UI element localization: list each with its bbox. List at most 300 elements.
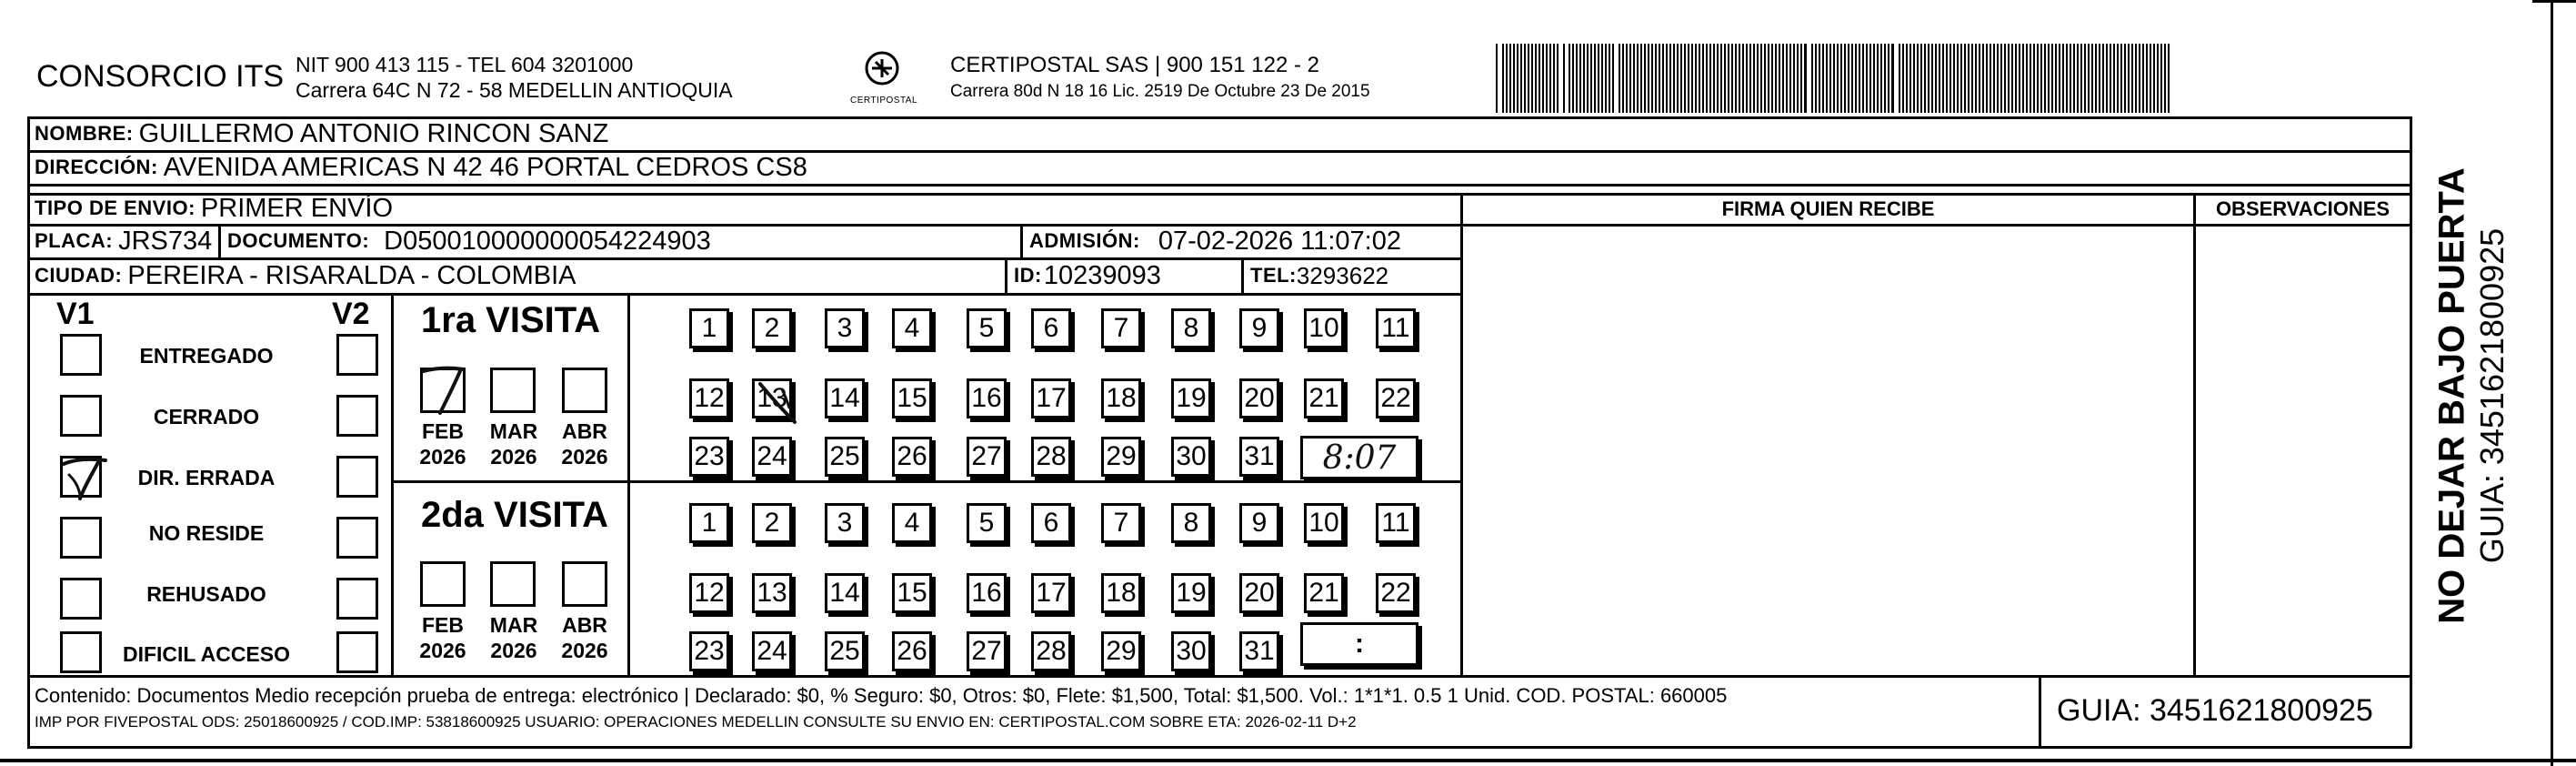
barcode-bar	[1913, 44, 1915, 113]
visit-1-day-box[interactable]	[1304, 308, 1344, 348]
logo-caption: CERTIPOSTAL	[850, 96, 918, 106]
day-number: 8	[1183, 313, 1199, 343]
barcode-bar	[2131, 44, 2133, 113]
barcode-bar	[1953, 44, 1955, 113]
footer-guia: GUIA: 3451621800925	[2057, 693, 2373, 728]
barcode-bar	[1986, 44, 1988, 113]
day-number: 2	[764, 508, 780, 538]
barcode-bar	[1768, 44, 1769, 113]
day-number: 13	[757, 383, 787, 413]
visit-1-day-box[interactable]	[1239, 378, 1279, 418]
visit-1-time-box[interactable]	[1300, 436, 1418, 479]
visit-2-month-abr-box[interactable]	[562, 561, 607, 607]
day-number: 3	[837, 508, 853, 538]
day-number: 26	[897, 636, 927, 666]
day-number: 19	[1176, 383, 1207, 413]
visit-1-day-box[interactable]	[892, 437, 932, 477]
day-number: 11	[1381, 508, 1410, 538]
day-number: 18	[1106, 383, 1137, 413]
day-number: 25	[829, 441, 860, 471]
day-number: 2	[764, 313, 780, 343]
barcode-bar	[1746, 44, 1748, 113]
barcode-bar	[1520, 44, 1522, 113]
visit-2-day-box[interactable]	[1376, 573, 1416, 613]
barcode-bar	[1724, 44, 1726, 113]
barcode-bar	[2000, 44, 2002, 113]
barcode-bar	[1517, 44, 1519, 113]
barcode-bar	[2168, 44, 2170, 113]
barcode-bar	[1644, 44, 1646, 113]
visit-2-day-box[interactable]	[967, 503, 1007, 543]
day-number: 27	[971, 441, 1002, 471]
barcode-bar	[1935, 44, 1937, 113]
day-number: 1	[701, 508, 717, 538]
visit-2-day-box[interactable]	[1031, 631, 1071, 671]
visit-2-day-box[interactable]	[1239, 573, 1279, 613]
visit-2-day-box[interactable]	[1031, 573, 1071, 613]
nombre-value: GUILLERMO ANTONIO RINCON SANZ	[138, 118, 609, 148]
visit-1-handwritten-time: 8:07	[1322, 438, 1397, 477]
company-address: Carrera 64C N 72 - 58 MEDELLIN ANTIOQUIA	[296, 78, 733, 102]
barcode-bar	[1629, 44, 1631, 113]
barcode-bar	[1859, 44, 1860, 113]
visit-1-day-box[interactable]	[1101, 378, 1141, 418]
day-number: 1	[701, 313, 717, 343]
visit-1-day-box[interactable]	[892, 308, 932, 348]
barcode-bar	[1680, 44, 1682, 113]
day-number: 25	[829, 636, 860, 666]
visit-1-day-box[interactable]	[825, 308, 865, 348]
barcode-bar	[1909, 44, 1911, 113]
day-number: 10	[1308, 313, 1339, 343]
visit-1-day-box[interactable]	[892, 378, 932, 418]
day-number: 29	[1106, 441, 1137, 471]
barcode-bar	[1880, 44, 1882, 113]
contenido-line: Contenido: Documentos Medio recepción prueba de entrega: electrónico | Declarado: $0, % Seguro: $0, Otros: $0, Flete: $1,500, Total: $1,500. Vol.: 1*1*1. 0.5 1 Unid. COD. POSTAL: 660005	[35, 684, 1728, 707]
status-entregado: ENTREGADO	[139, 344, 274, 368]
v2-checkbox-entregado[interactable]	[336, 334, 378, 376]
visit-2-day-box[interactable]	[689, 573, 729, 613]
barcode-bar	[1619, 44, 1620, 113]
barcode-bar	[1797, 44, 1799, 113]
imp-line: IMP POR FIVEPOSTAL ODS: 25018600925 / COD.IMP: 53818600925 USUARIO: OPERACIONES MEDELLIN CONSULTE SU ENVIO EN: CERTIPOSTAL.COM SOBRE ETA: 2026-02-11 D+2	[35, 713, 1357, 731]
documento-field	[227, 225, 711, 257]
admision-field	[1029, 225, 1401, 257]
ciudad-field	[35, 259, 576, 292]
visit-2-day-box[interactable]	[752, 631, 792, 671]
barcode-bar	[1997, 44, 1999, 113]
barcode-bar	[1598, 44, 1599, 113]
barcode-bar	[1804, 44, 1807, 113]
barcode-bar	[2164, 44, 2166, 113]
tipo-envio-label: TIPO DE ENVIO:	[35, 197, 195, 219]
tel-label: TEL:	[1250, 264, 1297, 287]
tipo-envio-row	[35, 192, 393, 225]
visit-1-day-box[interactable]	[752, 308, 792, 348]
barcode-bar	[1917, 44, 1919, 113]
v2-checkbox-cerrado[interactable]	[336, 395, 378, 437]
barcode-bar	[1793, 44, 1795, 113]
barcode-bar	[1609, 44, 1610, 113]
visit-2-day-box[interactable]	[892, 573, 932, 613]
day-number: 7	[1113, 313, 1129, 343]
visit-2-day-box[interactable]	[1376, 503, 1416, 543]
barcode-bar	[1655, 44, 1657, 113]
barcode-bar	[1739, 44, 1740, 113]
day-number: 9	[1251, 508, 1268, 538]
barcode-bar	[2059, 44, 2060, 113]
direccion-value: AVENIDA AMERICAS N 42 46 PORTAL CEDROS CS8	[163, 152, 807, 182]
visit-1-day-box[interactable]	[967, 437, 1007, 477]
barcode-bar	[1819, 44, 1820, 113]
visit-1-day-box[interactable]	[1031, 378, 1071, 418]
visit-2-day-box[interactable]	[1304, 503, 1344, 543]
barcode-bar	[1662, 44, 1664, 113]
visit-2-day-box[interactable]	[689, 503, 729, 543]
barcode-bar	[1815, 44, 1817, 113]
visit-1-day-box[interactable]	[1031, 308, 1071, 348]
barcode-bar	[2004, 44, 2006, 113]
barcode-bar	[1786, 44, 1788, 113]
visit-1-day-box[interactable]	[1376, 378, 1416, 418]
day-number: 7	[1113, 508, 1129, 538]
barcode-bar	[1506, 44, 1508, 113]
visit-2-day-box[interactable]	[1101, 503, 1141, 543]
barcode-bar	[2135, 44, 2137, 113]
barcode-bar	[1702, 44, 1704, 113]
day-number: 23	[694, 636, 725, 666]
barcode-bar	[1633, 44, 1635, 113]
barcode-bar	[2095, 44, 2097, 113]
barcode-bar	[1822, 44, 1824, 113]
placa-value: JRS734	[118, 226, 213, 256]
day-number: 22	[1380, 383, 1411, 413]
barcode-bar	[1742, 44, 1744, 113]
barcode-bar	[1855, 44, 1857, 113]
barcode	[1496, 44, 2173, 113]
barcode-bar	[1553, 44, 1555, 113]
barcode-bar	[2157, 44, 2159, 113]
barcode-bar	[1713, 44, 1715, 113]
v1-label: V1	[56, 297, 95, 331]
barcode-bar	[1546, 44, 1548, 113]
visit-2-day-box[interactable]	[1304, 573, 1344, 613]
visit-2-month-mar-box[interactable]	[490, 561, 536, 607]
barcode-bar	[2011, 44, 2013, 113]
visit-1-day-box[interactable]	[1376, 308, 1416, 348]
v2-checkbox-dificil-acceso[interactable]	[336, 631, 378, 673]
day-number: 21	[1308, 383, 1339, 413]
barcode-bar	[1899, 44, 1900, 113]
tel-value: 3293622	[1296, 261, 1389, 289]
v2-checkbox-no-reside[interactable]	[336, 517, 378, 559]
visit-2-day-box[interactable]	[825, 631, 865, 671]
barcode-bar	[1942, 44, 1944, 113]
barcode-bar	[1539, 44, 1540, 113]
day-number: 11	[1381, 313, 1410, 343]
id-value: 10239093	[1043, 260, 1161, 290]
visit-2-day-box[interactable]	[752, 573, 792, 613]
visit-1-month-mar-box[interactable]	[490, 368, 536, 413]
barcode-bar	[1728, 44, 1729, 113]
barcode-bar	[1640, 44, 1642, 113]
visit-2-day-box[interactable]	[892, 631, 932, 671]
barcode-bar	[1563, 44, 1565, 113]
barcode-bar	[1800, 44, 1802, 113]
visit-2-time-box[interactable]	[1300, 622, 1418, 666]
visit-2-day-box[interactable]	[752, 503, 792, 543]
certipostal-logo	[850, 50, 918, 106]
barcode-bar	[2077, 44, 2079, 113]
day-number: 6	[1043, 313, 1059, 343]
barcode-bar	[1579, 44, 1581, 113]
barcode-bar	[1666, 44, 1668, 113]
tel-field	[1250, 259, 1388, 292]
visit-2-day-box[interactable]	[967, 573, 1007, 613]
visit-1-day-box[interactable]	[1171, 378, 1211, 418]
side-panel	[2414, 136, 2523, 655]
visit-1-day-box[interactable]	[1239, 308, 1279, 348]
barcode-bar	[1612, 44, 1614, 113]
barcode-bar	[2040, 44, 2042, 113]
dir-errada-handwritten-check-icon	[56, 451, 111, 502]
barcode-bar	[1699, 44, 1700, 113]
barcode-bar	[2051, 44, 2053, 113]
barcode-bar	[1964, 44, 1966, 113]
visit-1-day-box[interactable]	[752, 437, 792, 477]
barcode-bar	[2102, 44, 2104, 113]
status-dificil-acceso: DIFICIL ACCESO	[122, 642, 290, 666]
day-number: 20	[1244, 578, 1275, 608]
barcode-bar	[1496, 44, 1498, 113]
barcode-bar	[1975, 44, 1977, 113]
day-number: 16	[971, 383, 1002, 413]
day-number: 24	[757, 441, 787, 471]
visit-1-day-box[interactable]	[1171, 308, 1211, 348]
company-name: CONSORCIO ITS	[36, 59, 285, 94]
tipo-envio-value: PRIMER ENVÍO	[200, 193, 394, 223]
id-field	[1014, 259, 1161, 292]
direccion-row	[35, 151, 807, 184]
barcode-bar	[1891, 44, 1894, 113]
side-guia: GUIA: 3451621800925	[2473, 227, 2511, 564]
barcode-bar	[1735, 44, 1737, 113]
barcode-bar	[2099, 44, 2100, 113]
visit-1-day-box[interactable]	[967, 308, 1007, 348]
barcode-bar	[2139, 44, 2140, 113]
barcode-bar	[1833, 44, 1835, 113]
barcode-bar	[1731, 44, 1733, 113]
visit-2-day-box[interactable]	[1171, 503, 1211, 543]
visit-1-feb-handwritten-mark-icon	[418, 362, 471, 417]
visit-2-time-value: :	[1355, 629, 1364, 659]
barcode-bar	[2030, 44, 2031, 113]
day-number: 31	[1244, 636, 1275, 666]
visit-1-day-box[interactable]	[1171, 437, 1211, 477]
status-rehusado: REHUSADO	[146, 582, 266, 606]
barcode-bar	[1691, 44, 1693, 113]
barcode-bar	[1576, 44, 1578, 113]
observaciones-header: OBSERVACIONES	[2215, 197, 2391, 220]
barcode-bar	[1524, 44, 1526, 113]
visit-1-month-feb: FEB 2026	[419, 419, 466, 469]
barcode-bar	[1946, 44, 1948, 113]
firma-header: FIRMA QUIEN RECIBE	[1721, 197, 1935, 220]
visit-1-month-abr-box[interactable]	[562, 368, 607, 413]
day-number: 20	[1244, 383, 1275, 413]
barcode-bar	[1637, 44, 1639, 113]
barcode-bar	[1513, 44, 1515, 113]
barcode-bar	[2124, 44, 2126, 113]
barcode-bar	[1971, 44, 1973, 113]
barcode-bar	[2146, 44, 2148, 113]
barcode-bar	[1811, 44, 1813, 113]
barcode-bar	[2015, 44, 2017, 113]
visit-1-day-box[interactable]	[967, 378, 1007, 418]
visit-2-day-box[interactable]	[825, 573, 865, 613]
visit-2-month-feb-box[interactable]	[420, 561, 466, 607]
day-number: 23	[694, 441, 725, 471]
visit-1-day-box[interactable]	[1031, 437, 1071, 477]
barcode-bar	[2033, 44, 2035, 113]
barcode-bar	[1594, 44, 1596, 113]
barcode-bar	[2026, 44, 2028, 113]
visit-1-title: 1ra VISITA	[421, 300, 601, 340]
day-number: 17	[1036, 383, 1067, 413]
barcode-bar	[2113, 44, 2115, 113]
nit-line: NIT 900 413 115 - TEL 604 3201000	[296, 53, 634, 76]
barcode-bar	[2044, 44, 2046, 113]
visit-2-day-box[interactable]	[1031, 503, 1071, 543]
barcode-bar	[1549, 44, 1551, 113]
certipostal-line-2: Carrera 80d N 18 16 Lic. 2519 De Octubre 23 De 2015	[950, 82, 1370, 101]
barcode-bar	[2073, 44, 2075, 113]
barcode-bar	[2150, 44, 2151, 113]
barcode-bar	[1873, 44, 1875, 113]
day-number: 6	[1043, 508, 1059, 538]
barcode-bar	[1939, 44, 1940, 113]
visit-2-day-box[interactable]	[689, 631, 729, 671]
v2-checkbox-rehusado[interactable]	[336, 578, 378, 620]
barcode-bar	[1651, 44, 1653, 113]
v2-label: V2	[332, 297, 370, 331]
visit-1-day-box[interactable]	[1239, 437, 1279, 477]
day-number: 13	[757, 578, 787, 608]
visit-2-day-box[interactable]	[1101, 631, 1141, 671]
visit-2-day-box[interactable]	[1239, 631, 1279, 671]
barcode-bar	[1542, 44, 1544, 113]
barcode-bar	[1862, 44, 1864, 113]
visit-2-title: 2da VISITA	[421, 495, 608, 535]
day-number: 18	[1106, 578, 1137, 608]
day-number: 5	[978, 508, 995, 538]
barcode-bar	[1771, 44, 1773, 113]
barcode-bar	[1605, 44, 1607, 113]
barcode-bar	[1844, 44, 1846, 113]
nombre-label: NOMBRE:	[35, 122, 134, 145]
ciudad-value: PEREIRA - RISARALDA - COLOMBIA	[127, 260, 576, 290]
direccion-label: DIRECCIÓN:	[35, 156, 158, 178]
barcode-bar	[1982, 44, 1984, 113]
barcode-bar	[1990, 44, 1991, 113]
documento-value: D050010000000054224903	[384, 226, 711, 256]
barcode-bar	[2066, 44, 2068, 113]
visit-2-day-box[interactable]	[967, 631, 1007, 671]
visit-2-day-box[interactable]	[1171, 573, 1211, 613]
visit-2-day-box[interactable]	[825, 503, 865, 543]
id-label: ID:	[1014, 264, 1042, 287]
barcode-bar	[1528, 44, 1529, 113]
day-number: 30	[1176, 636, 1207, 666]
barcode-bar	[1535, 44, 1537, 113]
visit-2-day-box[interactable]	[892, 503, 932, 543]
barcode-bar	[1848, 44, 1849, 113]
barcode-bar	[1924, 44, 1926, 113]
visit-1-day-box[interactable]	[1101, 308, 1141, 348]
barcode-bar	[1826, 44, 1828, 113]
day-number: 27	[971, 636, 1002, 666]
day-number: 17	[1036, 578, 1067, 608]
barcode-bar	[2110, 44, 2111, 113]
barcode-bar	[1706, 44, 1708, 113]
barcode-bar	[1869, 44, 1871, 113]
status-cerrado: CERRADO	[153, 405, 260, 428]
barcode-bar	[1583, 44, 1585, 113]
side-warning: NO DEJAR BAJO PUERTA	[2431, 167, 2472, 624]
barcode-bar	[1760, 44, 1762, 113]
visit-2-month-feb: FEB 2026	[419, 613, 466, 662]
barcode-bar	[1717, 44, 1719, 113]
barcode-bar	[2019, 44, 2020, 113]
barcode-bar	[1677, 44, 1679, 113]
day-number: 15	[897, 578, 927, 608]
visit-2-day-box[interactable]	[1101, 573, 1141, 613]
barcode-bar	[1695, 44, 1697, 113]
certipostal-line-1: CERTIPOSTAL SAS | 900 151 122 - 2	[950, 53, 1319, 77]
day-number: 12	[694, 578, 725, 608]
visit-2-day-box[interactable]	[1171, 631, 1211, 671]
v2-checkbox-dir-errada[interactable]	[336, 456, 378, 498]
barcode-bar	[2128, 44, 2130, 113]
day-number: 4	[904, 313, 920, 343]
day-number: 24	[757, 636, 787, 666]
barcode-bar	[1569, 44, 1570, 113]
day-number: 9	[1251, 313, 1268, 343]
barcode-bar	[1902, 44, 1904, 113]
barcode-bar	[1601, 44, 1603, 113]
visit-1-day-box[interactable]	[689, 378, 729, 418]
visit-1-day-box[interactable]	[1304, 378, 1344, 418]
visit-1-day-box[interactable]	[825, 437, 865, 477]
barcode-bar	[1968, 44, 1970, 113]
visit-1-day-box[interactable]	[689, 308, 729, 348]
day-number: 12	[694, 383, 725, 413]
barcode-bar	[1587, 44, 1589, 113]
visit-1-day-box[interactable]	[1101, 437, 1141, 477]
day-number: 22	[1380, 578, 1411, 608]
barcode-bar	[1622, 44, 1624, 113]
barcode-bar	[1789, 44, 1791, 113]
visit-1-day-box[interactable]	[825, 378, 865, 418]
barcode-bar	[1775, 44, 1777, 113]
barcode-bar	[1993, 44, 1995, 113]
barcode-bar	[1931, 44, 1933, 113]
barcode-bar	[2142, 44, 2144, 113]
visit-1-day-box[interactable]	[689, 437, 729, 477]
barcode-bar	[2048, 44, 2050, 113]
visit-2-day-box[interactable]	[1239, 503, 1279, 543]
barcode-bar	[1709, 44, 1711, 113]
